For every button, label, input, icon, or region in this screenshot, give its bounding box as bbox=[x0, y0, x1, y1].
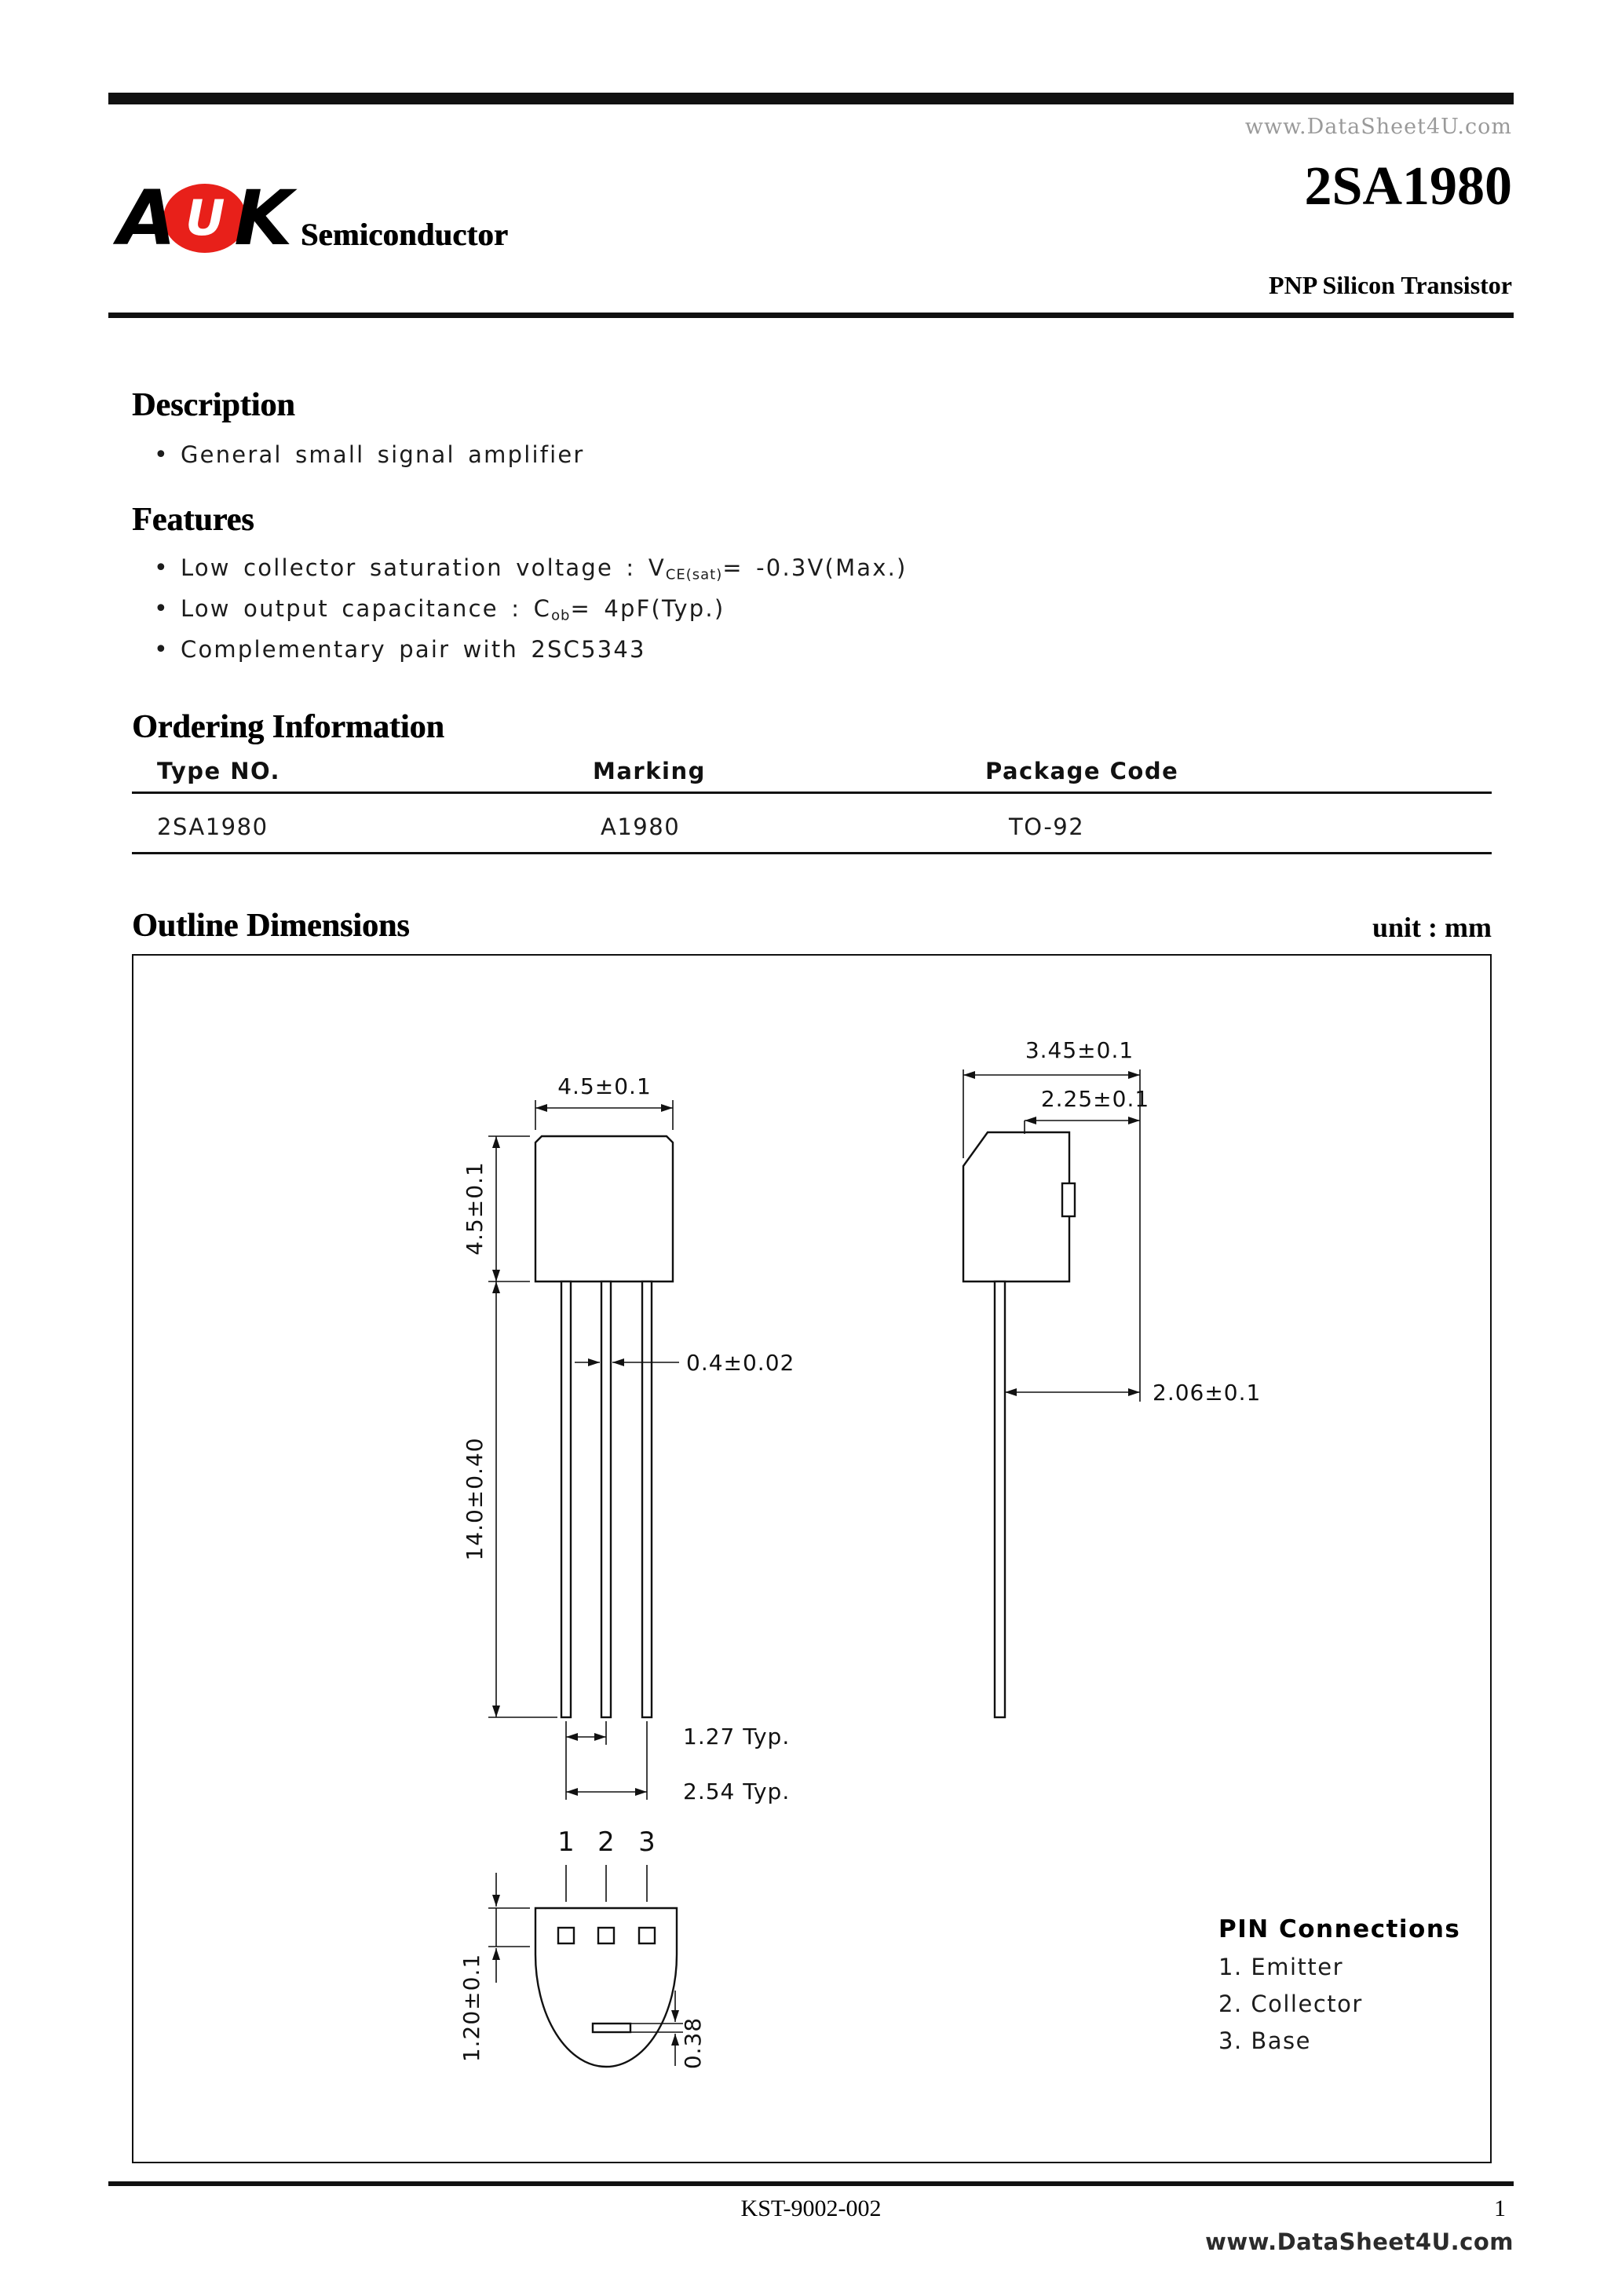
dim-bottom-offset: 1.20±0.1 bbox=[458, 1953, 484, 2063]
bottom-pad-3 bbox=[639, 1928, 655, 1943]
dim-pitch-2: 2.54 Typ. bbox=[683, 1779, 791, 1804]
pin-connection-emitter: 1. Emitter bbox=[1218, 1954, 1344, 1980]
dim-lead-length: 14.0±0.40 bbox=[462, 1437, 488, 1561]
feature-subscript: CE(sat) bbox=[665, 566, 723, 583]
dim-front-width: 4.5±0.1 bbox=[557, 1073, 652, 1099]
section-title-outline: Outline Dimensions bbox=[132, 908, 410, 944]
pin-label-1: 1 bbox=[557, 1826, 575, 1858]
side-lead bbox=[995, 1281, 1005, 1717]
table-cell-marking: A1980 bbox=[601, 813, 681, 840]
dim-side-lead-offset: 2.06±0.1 bbox=[1153, 1380, 1262, 1406]
footer-page-number: 1 bbox=[1494, 2195, 1506, 2221]
front-body bbox=[535, 1136, 673, 1281]
part-number: 2SA1980 bbox=[1304, 156, 1512, 217]
bullet-icon: • bbox=[154, 554, 170, 582]
table-header-type: Type NO. bbox=[157, 758, 281, 784]
side-body bbox=[963, 1132, 1069, 1281]
pin-label-3: 3 bbox=[638, 1826, 656, 1858]
pin-label-2: 2 bbox=[597, 1826, 615, 1858]
logo-letter-a: A bbox=[118, 174, 177, 262]
table-header-package: Package Code bbox=[985, 758, 1179, 784]
outline-drawing-box bbox=[132, 954, 1492, 2163]
bottom-pad-2 bbox=[598, 1928, 614, 1943]
feature-text: Complementary pair with 2SC5343 bbox=[181, 636, 646, 663]
outline-unit-label: unit : mm bbox=[1372, 912, 1492, 943]
dim-side-front: 2.25±0.1 bbox=[1040, 1086, 1150, 1112]
watermark-top: www.DataSheet4U.com bbox=[1244, 115, 1512, 139]
dim-pitch-1: 1.27 Typ. bbox=[683, 1724, 791, 1749]
feature-text: Low output capacitance : C bbox=[181, 595, 552, 622]
bottom-slot bbox=[593, 2024, 630, 2032]
header-rule bbox=[108, 313, 1514, 318]
feature-item bbox=[154, 636, 646, 664]
pin-connection-collector: 2. Collector bbox=[1218, 1991, 1363, 2017]
feature-subscript: ob bbox=[551, 607, 571, 624]
logo-brand-text: Semiconductor bbox=[300, 217, 508, 252]
section-title-ordering: Ordering Information bbox=[132, 709, 444, 745]
dim-front-height: 4.5±0.1 bbox=[462, 1161, 488, 1256]
table-header-marking: Marking bbox=[593, 758, 706, 784]
front-lead-2 bbox=[601, 1281, 611, 1717]
table-rule-bottom bbox=[132, 852, 1492, 854]
description-item-text: General small signal amplifier bbox=[181, 441, 585, 468]
front-lead-3 bbox=[642, 1281, 652, 1717]
bottom-pad-1 bbox=[558, 1928, 574, 1943]
table-cell-type: 2SA1980 bbox=[157, 813, 269, 840]
logo-letter-u: U bbox=[185, 189, 225, 247]
dim-bottom-slot: 0.38 bbox=[680, 2016, 706, 2070]
side-tab bbox=[1062, 1183, 1075, 1216]
description-item bbox=[154, 441, 585, 469]
feature-item bbox=[154, 595, 725, 623]
auk-logo bbox=[118, 160, 508, 262]
bullet-icon: • bbox=[154, 636, 170, 664]
pin-connection-base: 3. Base bbox=[1218, 2027, 1312, 2054]
front-lead-1 bbox=[561, 1281, 571, 1717]
feature-text: = 4pF(Typ.) bbox=[570, 595, 725, 622]
section-title-features: Features bbox=[132, 502, 254, 538]
logo-letter-k: K bbox=[234, 174, 293, 262]
top-rule bbox=[108, 93, 1514, 104]
bullet-icon: • bbox=[154, 595, 170, 623]
footer-rule bbox=[108, 2181, 1514, 2186]
table-rule-top bbox=[132, 792, 1492, 794]
feature-text: = -0.3V(Max.) bbox=[722, 554, 908, 581]
pin-connections-title: PIN Connections bbox=[1218, 1915, 1461, 1943]
feature-item bbox=[154, 554, 908, 583]
dim-side-depth: 3.45±0.1 bbox=[1025, 1037, 1134, 1063]
footer-doc-number: KST-9002-002 bbox=[740, 2195, 882, 2221]
feature-text: Low collector saturation voltage : V bbox=[181, 554, 666, 581]
part-subtitle: PNP Silicon Transistor bbox=[1269, 271, 1512, 299]
watermark-bottom: www.DataSheet4U.com bbox=[1205, 2228, 1514, 2255]
section-title-description: Description bbox=[132, 387, 295, 423]
pin-connections bbox=[1218, 1915, 1460, 2054]
bullet-icon: • bbox=[154, 441, 170, 469]
table-cell-package: TO-92 bbox=[1009, 813, 1085, 840]
dim-lead-width: 0.4±0.02 bbox=[686, 1350, 795, 1376]
